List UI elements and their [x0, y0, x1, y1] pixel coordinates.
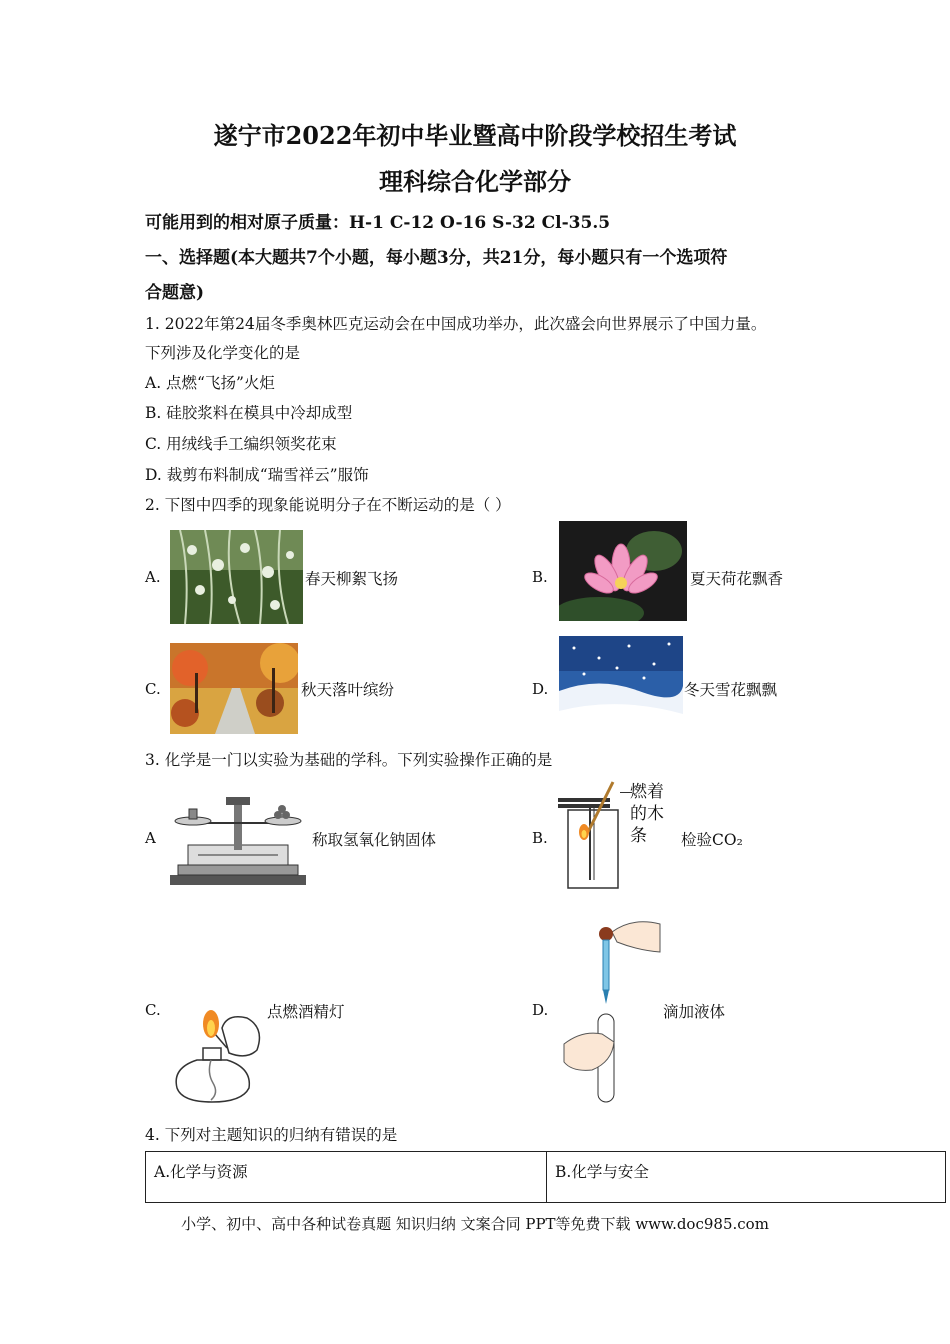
q2-option-d-caption: 冬天雪花飘飘	[684, 681, 778, 699]
q3-option-d-letter[interactable]: D.	[532, 1001, 549, 1019]
exam-subtitle: 理科综合化学部分	[379, 167, 571, 196]
atomic-masses: 可能用到的相对原子质量：H-1 C-12 O-16 S-32 Cl-35.5	[145, 213, 611, 233]
q4-stem: 4. 下列对主题知识的归纳有错误的是	[145, 1126, 398, 1144]
q1-option-c[interactable]: C. 用绒线手工编织领奖花束	[145, 435, 337, 453]
exam-title: 遂宁市2022年初中毕业暨高中阶段学校招生考试	[213, 121, 737, 150]
autumn-leaves-photo	[170, 643, 298, 734]
q2-option-c-letter[interactable]: C.	[145, 680, 161, 698]
page-footer: 小学、初中、高中各种试卷真题 知识归纳 文案合同 PPT等免费下载 www.doc985.com	[181, 1215, 769, 1233]
balance-scale-icon	[168, 795, 308, 887]
q4-table	[145, 1151, 946, 1203]
q3-option-a-caption: 称取氢氧化钠固体	[312, 831, 437, 849]
alcohol-lamp-lighting-icon	[167, 998, 267, 1104]
snow-photo	[559, 636, 683, 733]
q3-option-b-caption: 检验CO₂	[681, 831, 743, 849]
q2-stem: 2. 下图中四季的现象能说明分子在不断运动的是（ ）	[145, 496, 511, 514]
table-row	[146, 1152, 946, 1203]
table-cell-b: B.化学与安全	[547, 1152, 946, 1203]
q3-option-b-letter[interactable]: B.	[532, 829, 548, 847]
burning-stick-label: 燃着 的木 条	[630, 782, 664, 846]
dropper-test-tube-icon	[562, 912, 662, 1106]
section1-heading-line1: 一、选择题(本大题共7个小题，每小题3分，共21分，每小题只有一个选项符	[145, 248, 728, 268]
q2-option-b-letter[interactable]: B.	[532, 568, 548, 586]
q1-option-d[interactable]: D. 裁剪布料制成“瑞雪祥云”服饰	[145, 466, 369, 484]
gas-bottle-test-icon	[558, 780, 630, 890]
q2-option-a-caption: 春天柳絮飞扬	[305, 570, 399, 588]
q3-stem: 3. 化学是一门以实验为基础的学科。下列实验操作正确的是	[145, 751, 553, 769]
lotus-photo	[559, 521, 687, 621]
label-pointer-line	[620, 792, 632, 793]
q3-option-a-letter[interactable]: A	[145, 829, 156, 847]
table-cell-a: A.化学与资源	[146, 1152, 547, 1203]
q1-stem-line2: 下列涉及化学变化的是	[145, 344, 301, 362]
q1-option-b[interactable]: B. 硅胶浆料在模具中冷却成型	[145, 404, 353, 422]
q1-option-a[interactable]: A. 点燃“飞扬”火炬	[145, 374, 275, 392]
q3-option-d-caption: 滴加液体	[663, 1003, 726, 1021]
q2-option-c-caption: 秋天落叶缤纷	[301, 681, 395, 699]
q2-option-b-caption: 夏天荷花飘香	[690, 570, 784, 588]
q3-option-c-caption: 点燃酒精灯	[267, 1003, 345, 1021]
willow-catkins-photo	[170, 530, 303, 624]
q2-option-a-letter[interactable]: A.	[145, 568, 161, 586]
section1-heading-line2: 合题意)	[145, 283, 205, 303]
q2-option-d-letter[interactable]: D.	[532, 680, 549, 698]
q1-stem-line1: 1. 2022年第24届冬季奥林匹克运动会在中国成功举办，此次盛会向世界展示了中国力量。	[145, 315, 767, 333]
q3-option-c-letter[interactable]: C.	[145, 1001, 161, 1019]
